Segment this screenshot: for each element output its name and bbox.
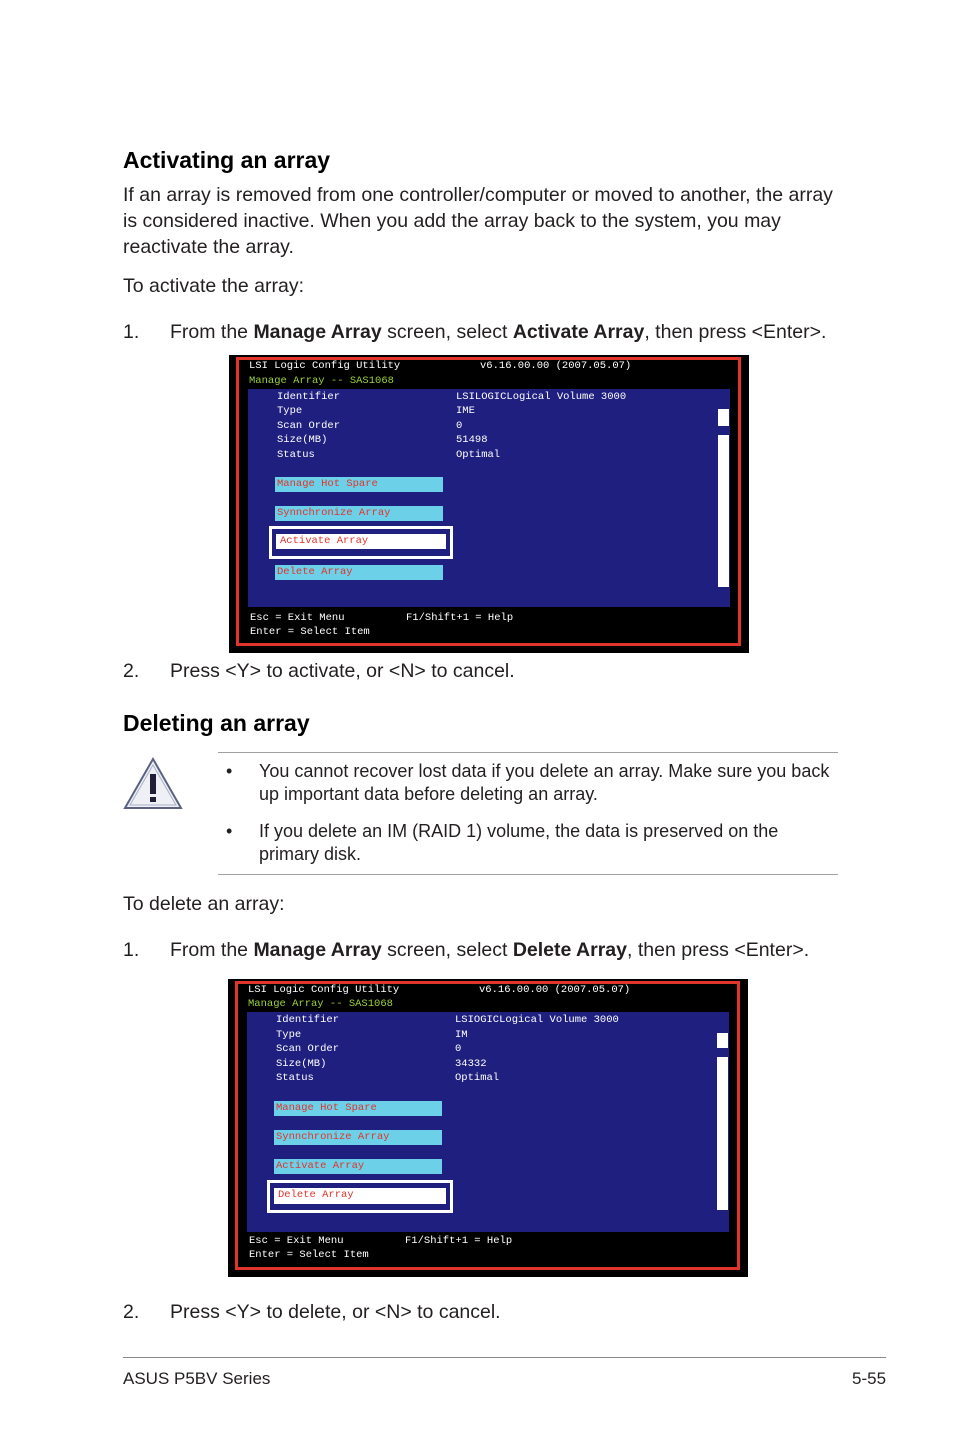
heading-activating: Activating an array [123, 147, 331, 173]
heading-deleting: Deleting an array [123, 710, 310, 736]
footer-rule [123, 1357, 886, 1358]
field-value-scan-order: 0 [456, 420, 463, 432]
note-bullet: • [226, 821, 233, 841]
note-bullet: • [226, 761, 233, 781]
step-text: , then press <Enter>. [627, 939, 810, 961]
activating-lead: To activate the array: [123, 275, 305, 297]
field-value-identifier: LSIOGICLogical Volume 3000 [455, 1014, 619, 1026]
activating-intro: If an array is removed from one controller/computer or moved to another, the array is considered inactive. When you add the array back to the system, you may reactivate the array. [123, 184, 833, 258]
step-bold-manage-array: Manage Array [253, 939, 382, 961]
field-value-type: IME [456, 405, 475, 417]
field-value-status: Optimal [455, 1072, 500, 1084]
deleting-step2: Press <Y> to delete, or <N> to cancel. [170, 1301, 501, 1323]
deleting-step2-number: 2. [123, 1301, 140, 1323]
field-label-size: Size(MB) [276, 1058, 327, 1070]
bios-subtitle: Manage Array -- SAS1068 [249, 375, 394, 387]
bios-hint-help: F1/Shift+1 = Help [405, 1235, 513, 1247]
field-label-scan-order: Scan Order [276, 1043, 340, 1055]
menu-selection-highlight [267, 1180, 453, 1213]
note-rule-bottom [218, 874, 838, 875]
field-label-scan-order: Scan Order [277, 420, 341, 432]
menu-item-manage-hot-spare[interactable]: Manage Hot Spare [275, 477, 443, 492]
step-text: From the [170, 939, 254, 961]
field-label-status: Status [277, 449, 315, 461]
activating-step2: Press <Y> to activate, or <N> to cancel. [170, 660, 515, 682]
step-text: From the [170, 321, 254, 343]
warning-triangle-icon [122, 756, 184, 812]
menu-item-activate-array[interactable]: Activate Array [274, 1159, 442, 1174]
bios-main-panel [248, 389, 730, 607]
activating-step2-number: 2. [123, 660, 140, 682]
menu-item-delete-array[interactable]: Delete Array [272, 1186, 448, 1206]
step-text: screen, select [381, 939, 513, 961]
scrollbar-thumb[interactable] [717, 1048, 728, 1057]
step-bold-manage-array: Manage Array [253, 321, 382, 343]
footer-product-name: ASUS P5BV Series [123, 1369, 271, 1388]
bios-hint-esc: Esc = Exit Menu [250, 612, 345, 624]
bios-title: LSI Logic Config Utility [249, 360, 401, 372]
menu-item-activate-array[interactable]: Activate Array [274, 532, 448, 551]
menu-item-synchronize-array[interactable]: Synnchronize Array [274, 1130, 442, 1145]
bios-screen-activate [229, 355, 749, 653]
step-bold-activate-array: Activate Array [512, 321, 645, 343]
bios-screen-delete [228, 979, 748, 1277]
field-value-type: IM [455, 1029, 468, 1041]
note-rule-top [218, 752, 838, 753]
deleting-step1-number: 1. [123, 939, 140, 961]
note-item-1: You cannot recover lost data if you delete an array. Make sure you back up important data before deleting an array. [259, 761, 830, 804]
field-value-status: Optimal [456, 449, 501, 461]
bios-main-panel [247, 1012, 729, 1232]
menu-selection-highlight [269, 526, 453, 559]
menu-item-manage-hot-spare[interactable]: Manage Hot Spare [274, 1101, 442, 1116]
field-label-type: Type [276, 1029, 302, 1041]
field-label-size: Size(MB) [277, 434, 328, 446]
field-label-identifier: Identifier [277, 391, 341, 403]
field-value-size: 34332 [455, 1058, 487, 1070]
bios-hint-enter: Enter = Select Item [249, 1249, 369, 1261]
step-bold-delete-array: Delete Array [512, 939, 628, 961]
note-item-2: If you delete an IM (RAID 1) volume, the data is preserved on the primary disk. [259, 821, 779, 864]
step-text: , then press <Enter>. [644, 321, 827, 343]
menu-item-delete-array[interactable]: Delete Array [275, 565, 443, 580]
step-text: screen, select [381, 321, 513, 343]
deleting-step1 [170, 939, 809, 962]
field-label-identifier: Identifier [276, 1014, 340, 1026]
scrollbar-thumb[interactable] [718, 426, 729, 435]
bios-title: LSI Logic Config Utility [248, 984, 400, 996]
scrollbar[interactable] [718, 409, 729, 587]
bios-version: v6.16.00.00 (2007.05.07) [479, 984, 631, 996]
bios-hint-esc: Esc = Exit Menu [249, 1235, 344, 1247]
field-label-status: Status [276, 1072, 314, 1084]
deleting-lead: To delete an array: [123, 893, 285, 915]
field-value-scan-order: 0 [455, 1043, 462, 1055]
activating-step1 [170, 321, 826, 344]
bios-version: v6.16.00.00 (2007.05.07) [480, 360, 632, 372]
activating-step1-number: 1. [123, 321, 140, 343]
field-value-identifier: LSILOGICLogical Volume 3000 [456, 391, 627, 403]
bios-subtitle: Manage Array -- SAS1068 [248, 998, 393, 1010]
bios-hint-enter: Enter = Select Item [250, 626, 370, 638]
footer-page-number: 5-55 [852, 1369, 887, 1388]
menu-item-synchronize-array[interactable]: Synnchronize Array [275, 506, 443, 521]
scrollbar[interactable] [717, 1033, 728, 1210]
field-value-size: 51498 [456, 434, 488, 446]
field-label-type: Type [277, 405, 303, 417]
bios-hint-help: F1/Shift+1 = Help [406, 612, 514, 624]
